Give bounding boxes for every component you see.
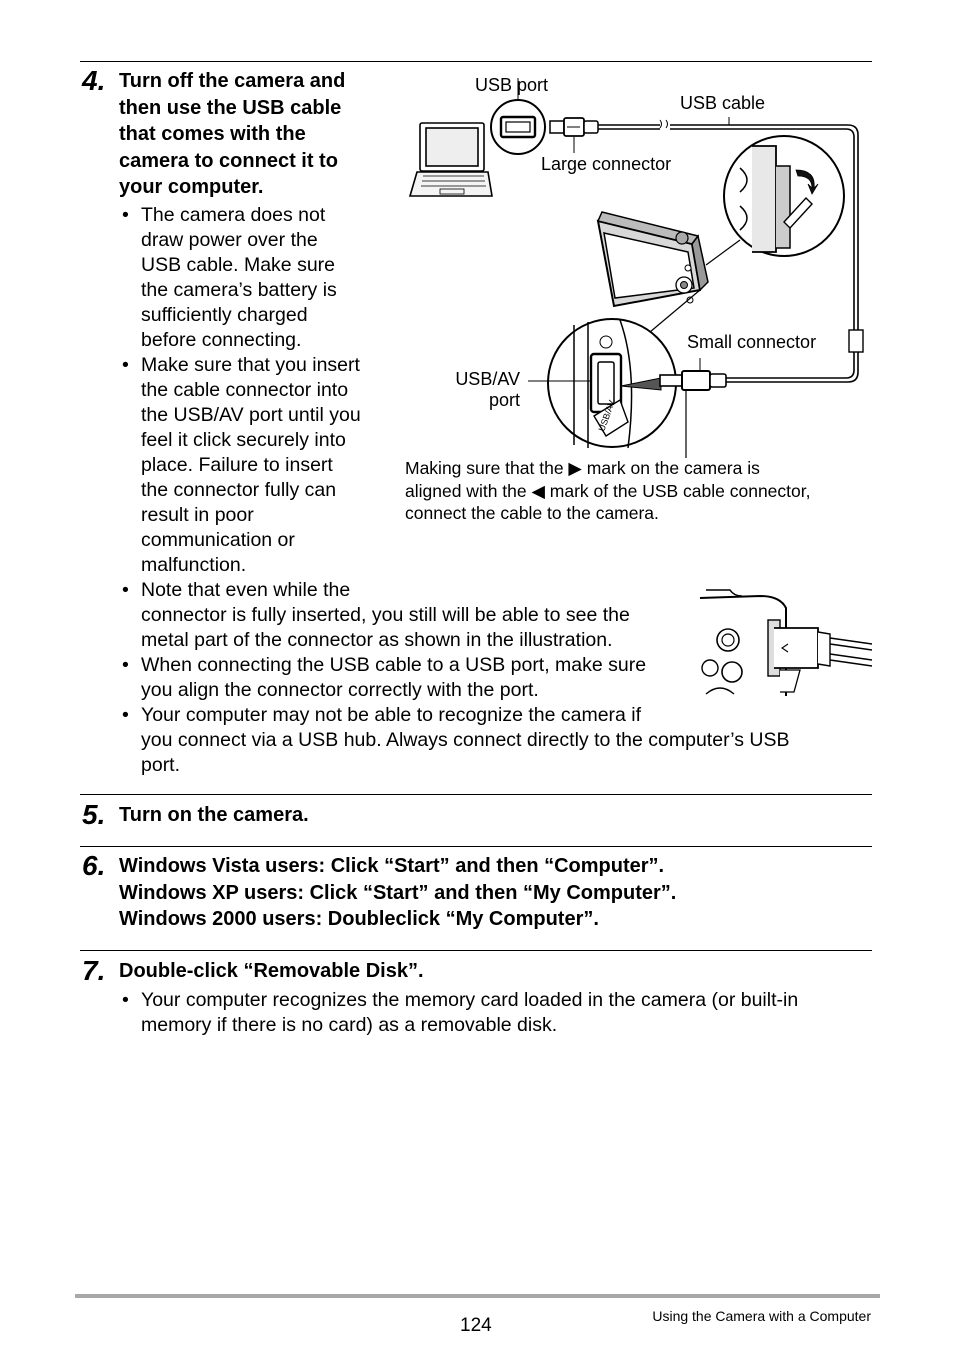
- small-connector-label: Small connector: [687, 332, 817, 352]
- camera-side-zoom: [724, 136, 844, 256]
- usb-av-port-label: USB/AV port: [455, 369, 520, 410]
- step-4-bullet-5: • Your computer may not be able to recognize the camera if you connect via a USB hub. Always connect directly to the computer’s USB port.: [122, 704, 790, 776]
- bullet-dot: •: [122, 654, 129, 676]
- step-6-number: 6.: [82, 850, 106, 881]
- usb-port-label: USB port: [475, 75, 549, 95]
- inserted-connector-illustration: [700, 588, 872, 696]
- step-4-bullet-3: • Note that even while the connector is fully inserted, you still will be able to see the metal part of the connector as shown in the illustration.: [122, 579, 630, 651]
- step-5-title: Turn on the camera.: [119, 804, 309, 826]
- page-number: 124: [460, 1315, 492, 1336]
- laptop-illustration: [410, 123, 492, 196]
- connection-note: Making sure that the ▶ mark on the camera is aligned with the ◀ mark of the USB cable connector, connect the cable to the camera.: [405, 458, 811, 523]
- step-7-number: 7.: [82, 955, 106, 986]
- usb-cable-label: USB cable: [680, 93, 766, 113]
- section-title: Using the Camera with a Computer: [652, 1308, 871, 1324]
- bullet-dot: •: [122, 354, 129, 376]
- step-6-rule: [80, 846, 872, 847]
- bullet-dot: •: [122, 579, 129, 601]
- step-7-rule: [80, 950, 872, 951]
- step-4-bullet-4: • When connecting the USB cable to a USB port, make sure you align the connector correctly with the port.: [122, 654, 647, 701]
- step-4-number: 4.: [82, 65, 106, 96]
- step-5-number: 5.: [82, 799, 106, 830]
- bullet-dot: •: [122, 989, 129, 1011]
- step-5-rule: [80, 794, 872, 795]
- step-4-title: Turn off the camera and then use the USB cable that comes with the camera to connect it to your computer.: [119, 70, 346, 198]
- camera-illustration: [598, 212, 740, 332]
- step-4-bullet-2: • Make sure that you insert the cable connector into the USB/AV port until you feel it click securely into place. Failure to insert the connector fully can result in poor communication or malfunction.: [122, 354, 361, 576]
- port-marking-text: USB/AV: [596, 398, 617, 433]
- large-connector-label: Large connector: [541, 154, 672, 174]
- footer-bar: [75, 1294, 880, 1298]
- step-7-bullet-1: • Your computer recognizes the memory card loaded in the camera (or built-in memory if there is no card) as a removable disk.: [122, 989, 799, 1036]
- step-7-title: Double-click “Removable Disk”.: [119, 960, 424, 982]
- bullet-dot: •: [122, 704, 129, 726]
- bullet-dot: •: [122, 204, 129, 226]
- large-connector: [550, 118, 598, 153]
- step-6-title: Windows Vista users: Click “Start” and then “Computer”. Windows XP users: Click “Start” and then “My Computer”. Windows 2000 users: Doubleclick “My Computer”.: [119, 855, 677, 930]
- step-4-bullet-1: • The camera does not draw power over the USB cable. Make sure the camera’s battery is sufficiently charged before connecting.: [122, 204, 337, 351]
